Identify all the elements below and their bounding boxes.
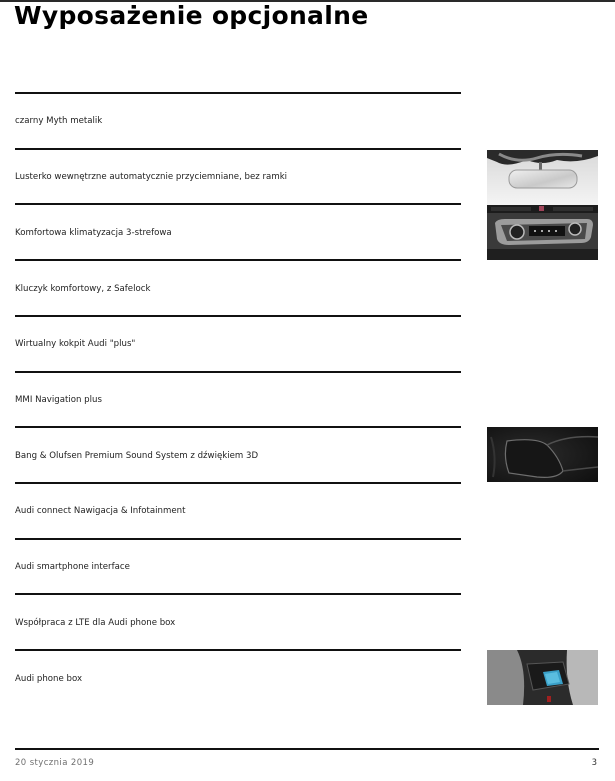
divider xyxy=(15,426,461,428)
option-item-navigation: MMI Navigation plus xyxy=(15,395,102,405)
option-item-smartphone-interface: Audi smartphone interface xyxy=(15,562,130,572)
divider xyxy=(15,259,461,261)
option-item-climate: Komfortowa klimatyzacja 3-strefowa xyxy=(15,228,172,238)
page-title: Wyposażenie opcjonalne xyxy=(14,1,369,30)
footer-date: 20 stycznia 2019 xyxy=(15,758,95,768)
footer-divider xyxy=(15,748,599,750)
option-item-virtual-cockpit: Wirtualny kokpit Audi "plus" xyxy=(15,339,136,349)
page-number: 3 xyxy=(591,758,597,768)
option-item-phone-box: Audi phone box xyxy=(15,674,83,684)
option-item-mirror: Lusterko wewnętrzne automatycznie przyciemniane, bez ramki xyxy=(15,172,288,182)
rearview-mirror-image xyxy=(487,150,598,205)
option-item-key: Kluczyk komfortowy, z Safelock xyxy=(15,284,151,294)
option-item-lte: Współpraca z LTE dla Audi phone box xyxy=(15,618,176,628)
option-item-paint: czarny Myth metalik xyxy=(15,116,103,126)
divider xyxy=(15,538,461,540)
divider xyxy=(15,649,461,651)
divider xyxy=(15,203,461,205)
phone-box-image xyxy=(487,650,598,705)
climate-control-image xyxy=(487,205,598,260)
option-item-audi-connect: Audi connect Nawigacja & Infotainment xyxy=(15,506,186,516)
divider xyxy=(15,482,461,484)
divider xyxy=(15,593,461,595)
option-item-sound-system: Bang & Olufsen Premium Sound System z dźwiękiem 3D xyxy=(15,451,259,461)
divider xyxy=(15,315,461,317)
divider xyxy=(15,371,461,373)
divider xyxy=(15,92,461,94)
speaker-image xyxy=(487,427,598,482)
divider xyxy=(15,148,461,150)
